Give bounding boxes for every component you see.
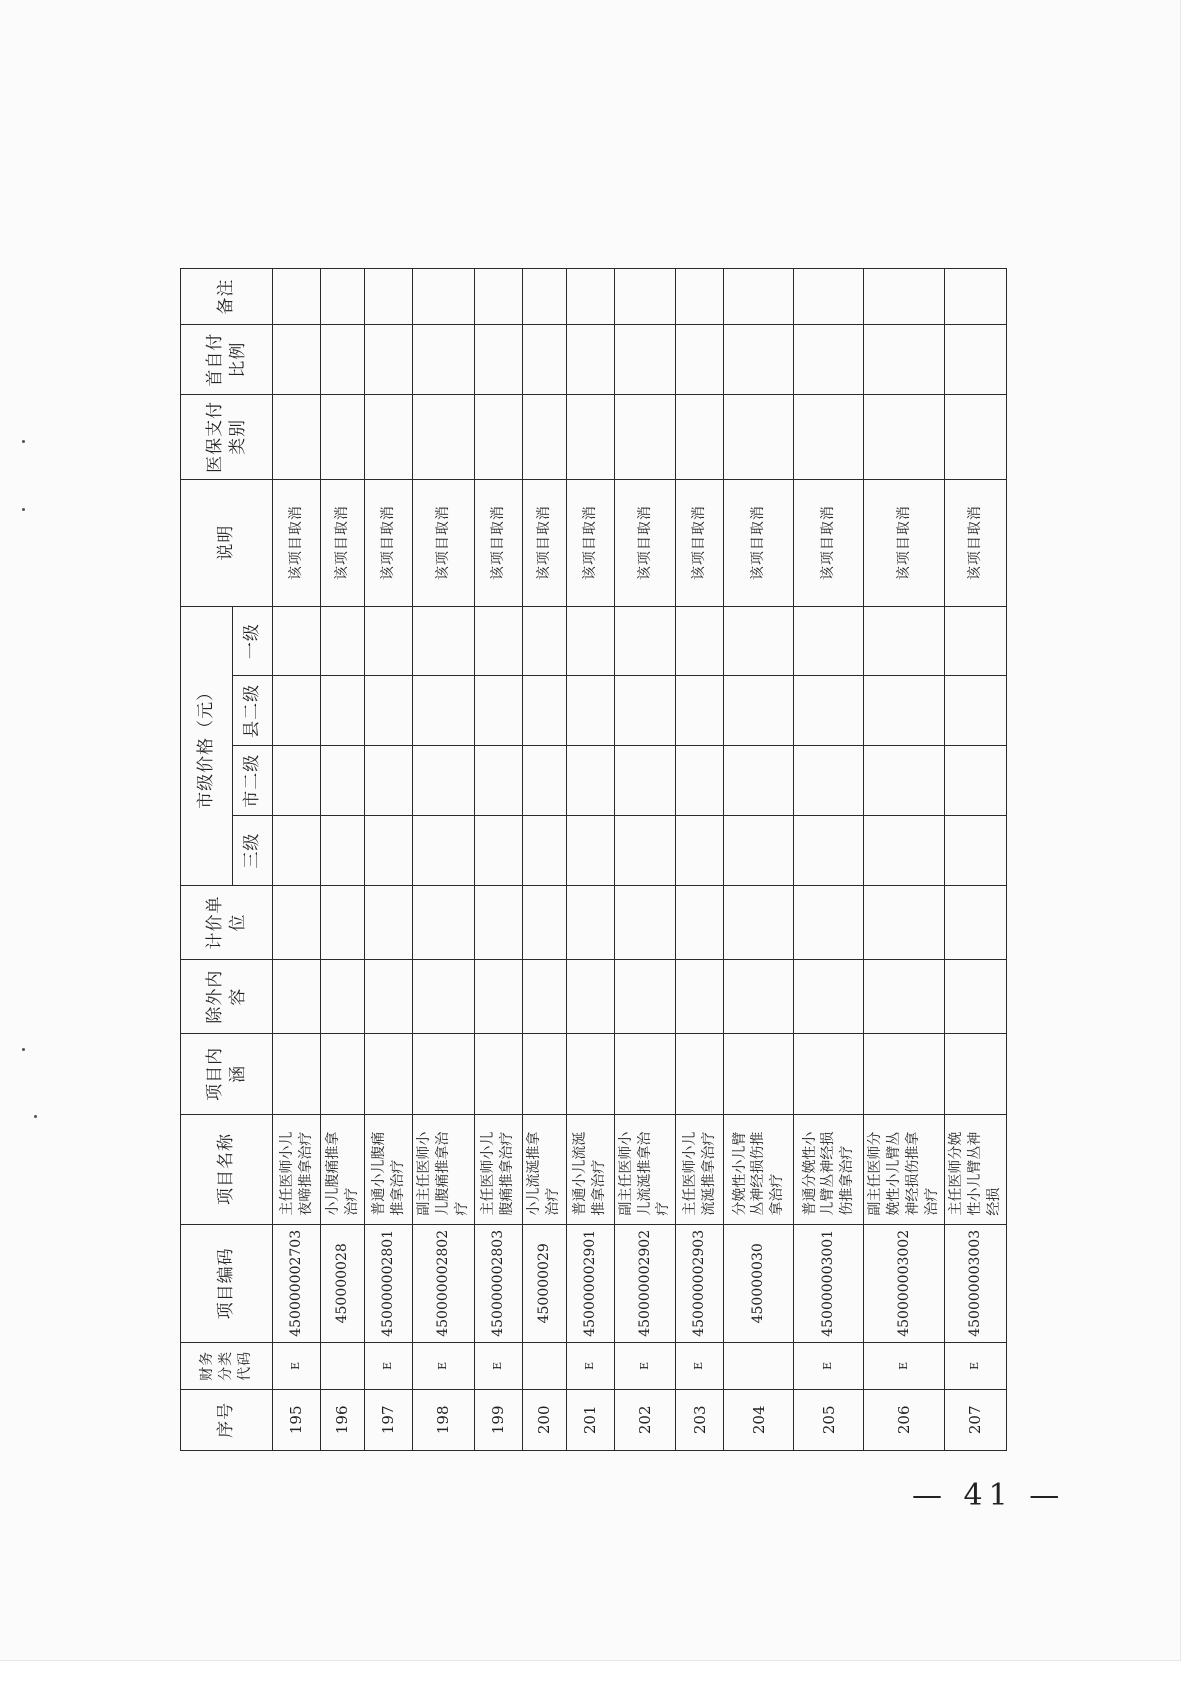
- row-unit: [413, 885, 475, 959]
- row-insurance-category: [321, 395, 365, 480]
- row-price-level3: [794, 816, 864, 886]
- row-insurance-category: [724, 395, 794, 480]
- row-price-level3: [614, 816, 676, 886]
- row-unit: [794, 885, 864, 959]
- row-seq: 198: [413, 1389, 475, 1450]
- row-insurance-category: [614, 395, 676, 480]
- row-price-level3: [676, 816, 724, 886]
- row-exclusions: [413, 960, 475, 1034]
- row-remark: [566, 269, 614, 325]
- row-fin-code: E: [794, 1343, 864, 1390]
- row-item-code: 450000002802: [413, 1224, 475, 1343]
- row-item-name: 副主任医师小儿腹痛推拿治疗: [413, 1114, 475, 1224]
- table-row: [566, 269, 614, 1451]
- row-content: [273, 1034, 321, 1114]
- row-price-city2: [522, 746, 566, 816]
- row-price-level3: [413, 816, 475, 886]
- row-price-level3: [944, 816, 1006, 886]
- row-content: [676, 1034, 724, 1114]
- row-content: [566, 1034, 614, 1114]
- row-fin-code: E: [273, 1343, 321, 1390]
- row-description: 该项目取消: [474, 479, 522, 606]
- row-item-code: 450000002801: [365, 1224, 413, 1343]
- row-exclusions: [864, 960, 945, 1034]
- row-description: 该项目取消: [522, 479, 566, 606]
- row-unit: [944, 885, 1006, 959]
- row-description: 该项目取消: [321, 479, 365, 606]
- row-item-name: 主任医师分娩性小儿臂丛神经损: [944, 1114, 1006, 1224]
- row-item-name: 主任医师小儿流涎推拿治疗: [676, 1114, 724, 1224]
- row-seq: 197: [365, 1389, 413, 1450]
- row-price-county2: [864, 676, 945, 746]
- row-remark: [273, 269, 321, 325]
- row-price-county2: [614, 676, 676, 746]
- row-price-city2: [794, 746, 864, 816]
- row-price-county2: [474, 676, 522, 746]
- row-self-pay-ratio: [365, 325, 413, 395]
- row-self-pay-ratio: [794, 325, 864, 395]
- row-price-level1: [566, 606, 614, 676]
- scan-speck: [22, 1048, 25, 1051]
- row-unit: [522, 885, 566, 959]
- row-insurance-category: [566, 395, 614, 480]
- row-content: [724, 1034, 794, 1114]
- row-price-county2: [566, 676, 614, 746]
- row-item-name: 副主任医师分娩性小儿臂丛神经损伤推拿治疗: [864, 1114, 945, 1224]
- row-price-county2: [321, 676, 365, 746]
- row-item-code: 450000029: [522, 1224, 566, 1343]
- row-content: [365, 1034, 413, 1114]
- row-self-pay-ratio: [321, 325, 365, 395]
- row-seq: 196: [321, 1389, 365, 1450]
- row-fin-code: E: [864, 1343, 945, 1390]
- table-row: [676, 269, 724, 1451]
- row-price-level1: [365, 606, 413, 676]
- row-unit: [676, 885, 724, 959]
- row-price-level3: [864, 816, 945, 886]
- row-self-pay-ratio: [522, 325, 566, 395]
- row-insurance-category: [413, 395, 475, 480]
- row-fin-code: E: [676, 1343, 724, 1390]
- row-price-level1: [321, 606, 365, 676]
- row-unit: [365, 885, 413, 959]
- page-number: — 41 —: [912, 1478, 1066, 1513]
- row-seq: 207: [944, 1389, 1006, 1450]
- table-row: [864, 269, 945, 1451]
- header-insurance-category: 医保支付类别: [181, 395, 273, 480]
- row-price-level1: [413, 606, 475, 676]
- row-seq: 204: [724, 1389, 794, 1450]
- row-unit: [474, 885, 522, 959]
- row-price-county2: [944, 676, 1006, 746]
- scan-speck: [22, 508, 25, 511]
- row-item-name: 小儿腹痛推拿治疗: [321, 1114, 365, 1224]
- row-item-code: 450000003001: [794, 1224, 864, 1343]
- row-unit: [273, 885, 321, 959]
- row-description: 该项目取消: [676, 479, 724, 606]
- row-price-city2: [676, 746, 724, 816]
- row-seq: 201: [566, 1389, 614, 1450]
- row-insurance-category: [474, 395, 522, 480]
- row-seq: 199: [474, 1389, 522, 1450]
- table-row: [794, 269, 864, 1451]
- row-seq: 195: [273, 1389, 321, 1450]
- row-remark: [614, 269, 676, 325]
- row-price-level1: [522, 606, 566, 676]
- row-fin-code: E: [614, 1343, 676, 1390]
- row-remark: [365, 269, 413, 325]
- row-price-county2: [724, 676, 794, 746]
- row-item-name: 副主任医师小儿流涎推拿治疗: [614, 1114, 676, 1224]
- row-insurance-category: [794, 395, 864, 480]
- row-remark: [321, 269, 365, 325]
- row-description: 该项目取消: [566, 479, 614, 606]
- row-seq: 206: [864, 1389, 945, 1450]
- row-price-city2: [365, 746, 413, 816]
- row-price-level1: [474, 606, 522, 676]
- row-price-city2: [724, 746, 794, 816]
- row-remark: [944, 269, 1006, 325]
- row-price-city2: [566, 746, 614, 816]
- row-self-pay-ratio: [413, 325, 475, 395]
- row-description: 该项目取消: [864, 479, 945, 606]
- row-description: 该项目取消: [794, 479, 864, 606]
- row-item-code: 450000003003: [944, 1224, 1006, 1343]
- row-seq: 202: [614, 1389, 676, 1450]
- row-exclusions: [566, 960, 614, 1034]
- row-price-city2: [614, 746, 676, 816]
- row-content: [794, 1034, 864, 1114]
- header-price-county2: 县二级: [233, 676, 273, 746]
- row-item-name: 主任医师小儿夜啼推拿治疗: [273, 1114, 321, 1224]
- header-price-city2: 市二级: [233, 746, 273, 816]
- row-insurance-category: [365, 395, 413, 480]
- row-item-name: 主任医师小儿腹痛推拿治疗: [474, 1114, 522, 1224]
- table-row: [273, 269, 321, 1451]
- row-insurance-category: [864, 395, 945, 480]
- row-price-county2: [522, 676, 566, 746]
- row-description: 该项目取消: [724, 479, 794, 606]
- row-seq: 205: [794, 1389, 864, 1450]
- row-self-pay-ratio: [864, 325, 945, 395]
- row-price-county2: [794, 676, 864, 746]
- row-fin-code: [522, 1343, 566, 1390]
- row-content: [864, 1034, 945, 1114]
- row-item-code: 450000002902: [614, 1224, 676, 1343]
- row-price-county2: [273, 676, 321, 746]
- row-item-name: 普通小儿腹痛推拿治疗: [365, 1114, 413, 1224]
- row-price-county2: [676, 676, 724, 746]
- row-price-level3: [365, 816, 413, 886]
- header-seq: 序号: [181, 1389, 273, 1450]
- table-row: [413, 269, 475, 1451]
- row-price-county2: [413, 676, 475, 746]
- row-content: [474, 1034, 522, 1114]
- table-row: [321, 269, 365, 1451]
- header-remark: 备注: [181, 269, 273, 325]
- table-row: [944, 269, 1006, 1451]
- header-price-level1: 一级: [233, 606, 273, 676]
- header-item-name: 项目名称: [181, 1114, 273, 1224]
- row-self-pay-ratio: [614, 325, 676, 395]
- row-description: 该项目取消: [413, 479, 475, 606]
- scan-speck: [22, 440, 25, 443]
- row-content: [413, 1034, 475, 1114]
- row-insurance-category: [522, 395, 566, 480]
- row-exclusions: [794, 960, 864, 1034]
- row-fin-code: E: [474, 1343, 522, 1390]
- row-description: 该项目取消: [614, 479, 676, 606]
- table-row: [614, 269, 676, 1451]
- row-self-pay-ratio: [724, 325, 794, 395]
- row-remark: [724, 269, 794, 325]
- header-item-code: 项目编码: [181, 1224, 273, 1343]
- row-price-level1: [864, 606, 945, 676]
- row-remark: [794, 269, 864, 325]
- row-remark: [864, 269, 945, 325]
- row-self-pay-ratio: [676, 325, 724, 395]
- row-fin-code: [724, 1343, 794, 1390]
- row-unit: [566, 885, 614, 959]
- row-price-city2: [474, 746, 522, 816]
- header-price-level3: 三级: [233, 816, 273, 886]
- row-exclusions: [944, 960, 1006, 1034]
- row-price-level3: [566, 816, 614, 886]
- row-price-level1: [794, 606, 864, 676]
- row-self-pay-ratio: [474, 325, 522, 395]
- price-table: [180, 268, 1007, 1451]
- row-exclusions: [365, 960, 413, 1034]
- table-row: [522, 269, 566, 1451]
- row-self-pay-ratio: [566, 325, 614, 395]
- row-price-county2: [365, 676, 413, 746]
- row-price-city2: [273, 746, 321, 816]
- row-unit: [724, 885, 794, 959]
- row-fin-code: E: [365, 1343, 413, 1390]
- row-self-pay-ratio: [944, 325, 1006, 395]
- row-price-level1: [944, 606, 1006, 676]
- row-item-code: 450000002903: [676, 1224, 724, 1343]
- row-item-code: 450000028: [321, 1224, 365, 1343]
- row-description: 该项目取消: [944, 479, 1006, 606]
- table-row: [365, 269, 413, 1451]
- header-content: 项目内涵: [181, 1034, 273, 1114]
- row-remark: [522, 269, 566, 325]
- row-price-level3: [273, 816, 321, 886]
- row-description: 该项目取消: [273, 479, 321, 606]
- row-fin-code: E: [566, 1343, 614, 1390]
- row-item-name: 普通分娩性小儿臂丛神经损伤推拿治疗: [794, 1114, 864, 1224]
- row-remark: [474, 269, 522, 325]
- row-fin-code: E: [944, 1343, 1006, 1390]
- row-exclusions: [321, 960, 365, 1034]
- row-item-name: 普通小儿流涎推拿治疗: [566, 1114, 614, 1224]
- row-exclusions: [676, 960, 724, 1034]
- row-price-level3: [522, 816, 566, 886]
- header-fin-code: 财务分类代码: [181, 1343, 273, 1390]
- rotated-table-wrapper: [180, 268, 1002, 1451]
- row-remark: [413, 269, 475, 325]
- row-content: [614, 1034, 676, 1114]
- row-exclusions: [474, 960, 522, 1034]
- row-item-code: 450000030: [724, 1224, 794, 1343]
- row-price-level1: [273, 606, 321, 676]
- row-item-code: 450000002901: [566, 1224, 614, 1343]
- row-price-city2: [321, 746, 365, 816]
- row-content: [522, 1034, 566, 1114]
- row-item-code: 450000003002: [864, 1224, 945, 1343]
- row-content: [944, 1034, 1006, 1114]
- row-fin-code: [321, 1343, 365, 1390]
- header-exclusions: 除外内容: [181, 960, 273, 1034]
- row-insurance-category: [273, 395, 321, 480]
- scan-speck: [34, 1115, 37, 1118]
- row-insurance-category: [944, 395, 1006, 480]
- row-price-level1: [614, 606, 676, 676]
- row-unit: [321, 885, 365, 959]
- row-insurance-category: [676, 395, 724, 480]
- row-unit: [614, 885, 676, 959]
- row-price-level1: [724, 606, 794, 676]
- table-row: [724, 269, 794, 1451]
- row-exclusions: [614, 960, 676, 1034]
- row-seq: 200: [522, 1389, 566, 1450]
- row-self-pay-ratio: [273, 325, 321, 395]
- row-item-code: 450000002703: [273, 1224, 321, 1343]
- header-description: 说明: [181, 479, 273, 606]
- row-unit: [864, 885, 945, 959]
- row-seq: 203: [676, 1389, 724, 1450]
- table-row: [474, 269, 522, 1451]
- row-price-level3: [474, 816, 522, 886]
- row-price-level3: [724, 816, 794, 886]
- row-exclusions: [724, 960, 794, 1034]
- row-price-city2: [944, 746, 1006, 816]
- row-price-city2: [864, 746, 945, 816]
- row-item-code: 450000002803: [474, 1224, 522, 1343]
- row-content: [321, 1034, 365, 1114]
- header-unit: 计价单位: [181, 885, 273, 959]
- header-price-group: 市级价格（元）: [181, 606, 233, 885]
- row-price-city2: [413, 746, 475, 816]
- header-self-pay-ratio: 首自付比例: [181, 325, 273, 395]
- row-price-level3: [321, 816, 365, 886]
- row-description: 该项目取消: [365, 479, 413, 606]
- row-item-name: 小儿流涎推拿治疗: [522, 1114, 566, 1224]
- row-exclusions: [273, 960, 321, 1034]
- row-fin-code: E: [413, 1343, 475, 1390]
- row-item-name: 分娩性小儿臂丛神经损伤推拿治疗: [724, 1114, 794, 1224]
- row-exclusions: [522, 960, 566, 1034]
- row-remark: [676, 269, 724, 325]
- row-price-level1: [676, 606, 724, 676]
